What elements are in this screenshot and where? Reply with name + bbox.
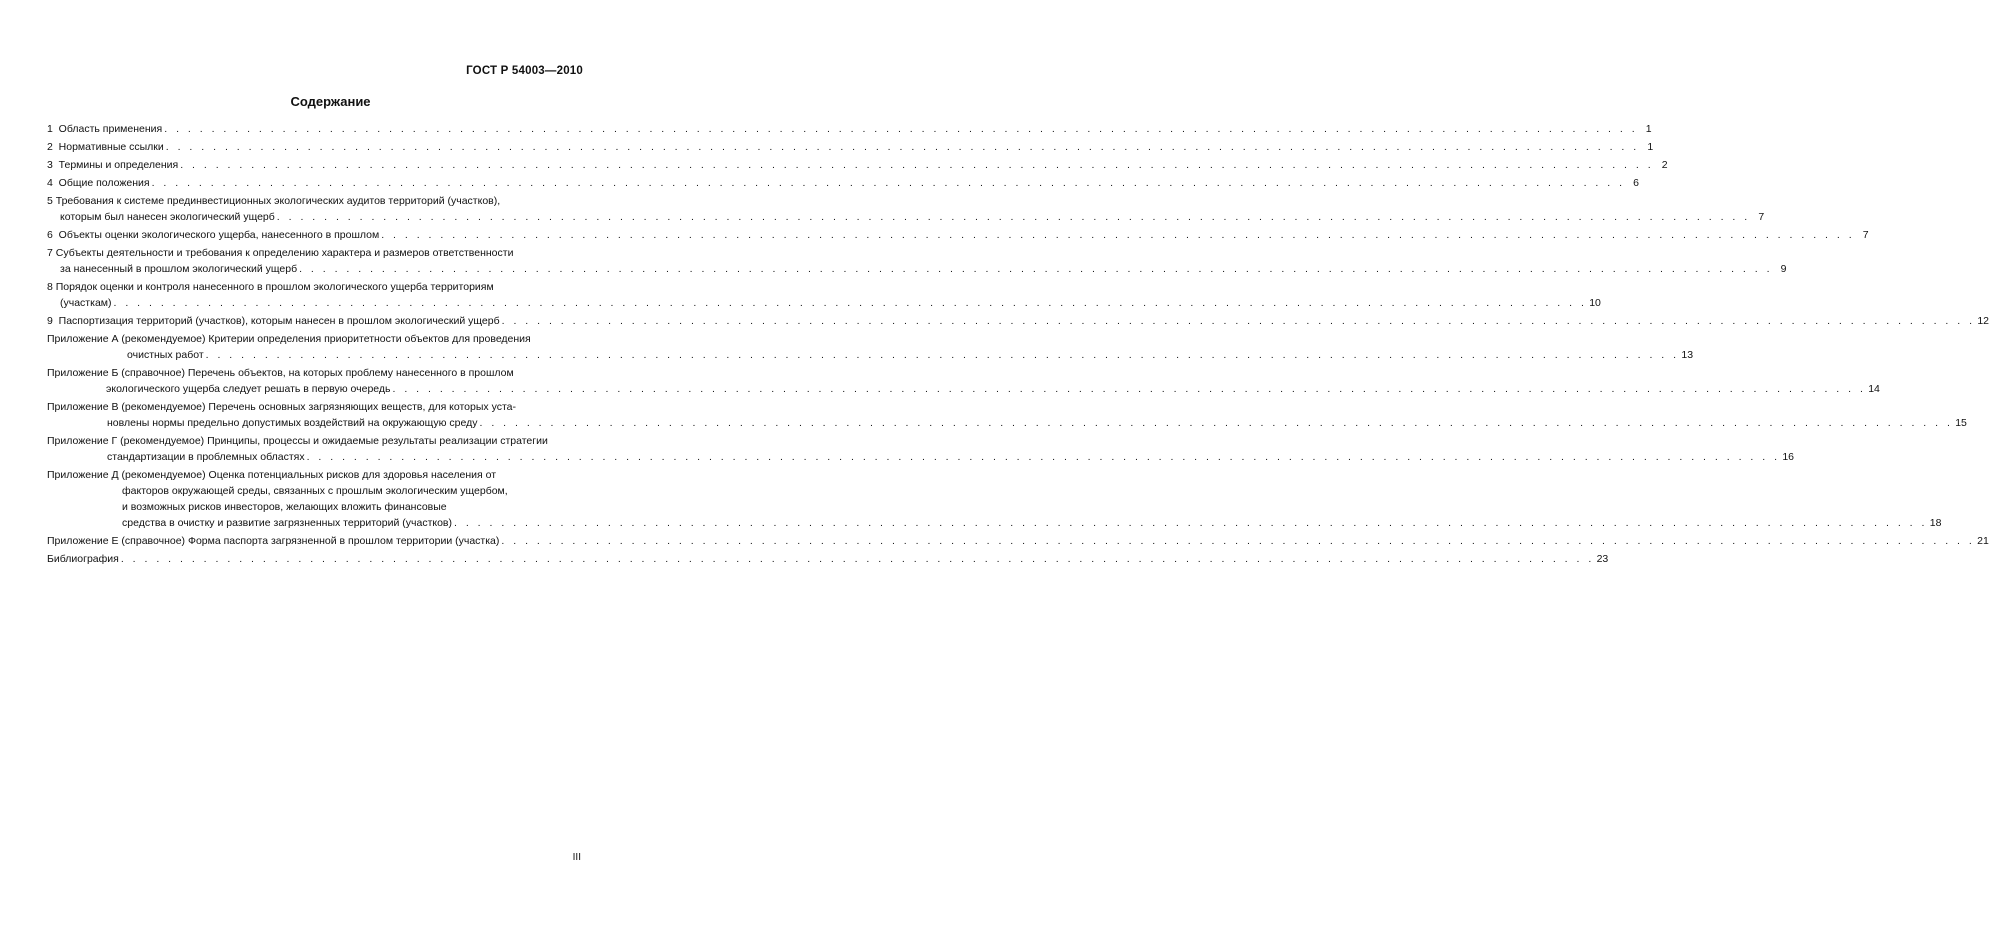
toc-leader-dots	[299, 261, 1772, 277]
toc-entry[interactable]	[47, 139, 1654, 155]
toc-leader-dots	[454, 515, 1927, 531]
toc-entry-title: 2 Нормативные ссылки	[47, 141, 164, 153]
toc-page-number: 15	[1955, 417, 1967, 429]
toc-entry-title: Приложение Д (рекомендуемое) Оценка потенциальных рисков для здоровья населения от	[47, 469, 497, 481]
toc-entry[interactable]	[47, 157, 1668, 173]
page-number: III	[572, 852, 581, 863]
page-title: Содержание	[290, 94, 371, 109]
toc-leader-dots	[114, 295, 1587, 311]
toc-leader-dots	[206, 347, 1679, 363]
toc-page-number: 23	[1596, 553, 1609, 565]
toc-leader-dots	[180, 157, 1653, 173]
toc-leader-dots	[307, 449, 1780, 465]
toc-entry[interactable]	[47, 175, 1639, 191]
toc-page-number: 13	[1681, 349, 1694, 361]
toc-page-number: 7	[1862, 229, 1869, 241]
toc-leader-dots	[164, 121, 1637, 137]
toc-entry-title-cont: очистных работ	[127, 349, 204, 361]
toc-entry-title: Приложение А (рекомендуемое) Критерии определения приоритетности объектов для проведения	[47, 333, 531, 345]
toc-page-number: 1	[1647, 141, 1654, 153]
toc-page-number: 1	[1645, 123, 1652, 135]
toc-page-number: 9	[1780, 263, 1787, 275]
toc-entry-title: Библиография	[47, 553, 119, 565]
toc-entry[interactable]	[47, 121, 1652, 137]
toc-entry-title-cont: факторов окружающей среды, связанных с прошлым экологическим ущербом,	[122, 485, 508, 497]
toc-leader-dots	[381, 227, 1854, 243]
toc-leader-dots	[501, 533, 1974, 549]
toc-entry[interactable]	[47, 399, 1967, 431]
toc-entry-title: Приложение В (рекомендуемое) Перечень основных загрязняющих веществ, для которых уста-	[47, 401, 516, 413]
toc-leader-dots	[152, 175, 1625, 191]
toc-entry-title: 9 Паспортизация территорий (участков), которым нанесен в прошлом экологический ущерб	[47, 315, 500, 327]
toc-entry[interactable]	[47, 313, 1989, 329]
toc-entry-title-cont: новлены нормы предельно допустимых воздействий на окружающую среду	[107, 417, 478, 429]
toc-entry-title-cont: которым был нанесен экологический ущерб	[60, 211, 275, 223]
toc-entry[interactable]	[47, 331, 1694, 363]
toc-page-number: 6	[1633, 177, 1639, 189]
toc-entry[interactable]	[47, 551, 1609, 567]
toc-page-number: 18	[1929, 517, 1942, 529]
table-of-contents	[47, 121, 1989, 569]
toc-entry-title: 1 Область применения	[47, 123, 163, 135]
toc-entry-title: Приложение Е (справочное) Форма паспорта загрязненной в прошлом территории (участка)	[47, 535, 500, 547]
standard-number: ГОСТ Р 54003—2010	[466, 65, 583, 77]
toc-entry-title-cont: и возможных рисков инвесторов, желающих вложить финансовые	[122, 501, 447, 513]
toc-entry[interactable]	[47, 279, 1601, 311]
toc-entry[interactable]	[47, 193, 1765, 225]
toc-leader-dots	[393, 381, 1866, 397]
toc-entry-title-cont: (участкам)	[60, 297, 112, 309]
toc-page-number: 14	[1868, 383, 1880, 395]
toc-leader-dots	[166, 139, 1639, 155]
toc-page-number: 16	[1782, 451, 1794, 463]
toc-entry-title-cont: стандартизации в проблемных областях	[107, 451, 305, 463]
toc-page-number: 10	[1589, 297, 1601, 309]
toc-page-number: 2	[1661, 159, 1668, 171]
toc-entry-title: 5 Требования к системе прединвестиционных экологических аудитов территорий (участков),	[47, 195, 501, 207]
toc-page-number: 12	[1977, 315, 1989, 327]
toc-entry-title: Приложение Б (справочное) Перечень объектов, на которых проблему нанесенного в прошлом	[47, 367, 514, 379]
toc-page-number: 7	[1758, 211, 1765, 223]
toc-leader-dots	[121, 551, 1594, 567]
toc-entry-title: 4 Общие положения	[47, 177, 150, 189]
toc-leader-dots	[502, 313, 1975, 329]
toc-leader-dots	[479, 415, 1952, 431]
toc-entry[interactable]	[47, 245, 1787, 277]
toc-leader-dots	[277, 209, 1750, 225]
toc-entry-title-cont: экологического ущерба следует решать в первую очередь	[106, 383, 391, 395]
toc-entry-title: 7 Субъекты деятельности и требования к определению характера и размеров ответственности	[47, 247, 514, 259]
toc-entry-title: Приложение Г (рекомендуемое) Принципы, процессы и ожидаемые результаты реализации стратегии	[47, 435, 548, 447]
toc-page-number: 21	[1977, 535, 1989, 547]
toc-entry[interactable]	[47, 533, 1989, 549]
toc-entry-title: 3 Термины и определения	[47, 159, 179, 171]
toc-entry-title: 6 Объекты оценки экологического ущерба, нанесенного в прошлом	[47, 229, 380, 241]
toc-entry-title-cont: за нанесенный в прошлом экологический ущерб	[60, 263, 298, 275]
toc-entry-title: 8 Порядок оценки и контроля нанесенного в прошлом экологического ущерба территориям	[47, 281, 494, 293]
toc-entry[interactable]	[47, 227, 1869, 243]
toc-entry[interactable]	[47, 467, 1942, 531]
toc-entry-title-cont: средства в очистку и развитие загрязненных территорий (участков)	[122, 517, 453, 529]
toc-entry[interactable]	[47, 365, 1880, 397]
toc-entry[interactable]	[47, 433, 1794, 465]
